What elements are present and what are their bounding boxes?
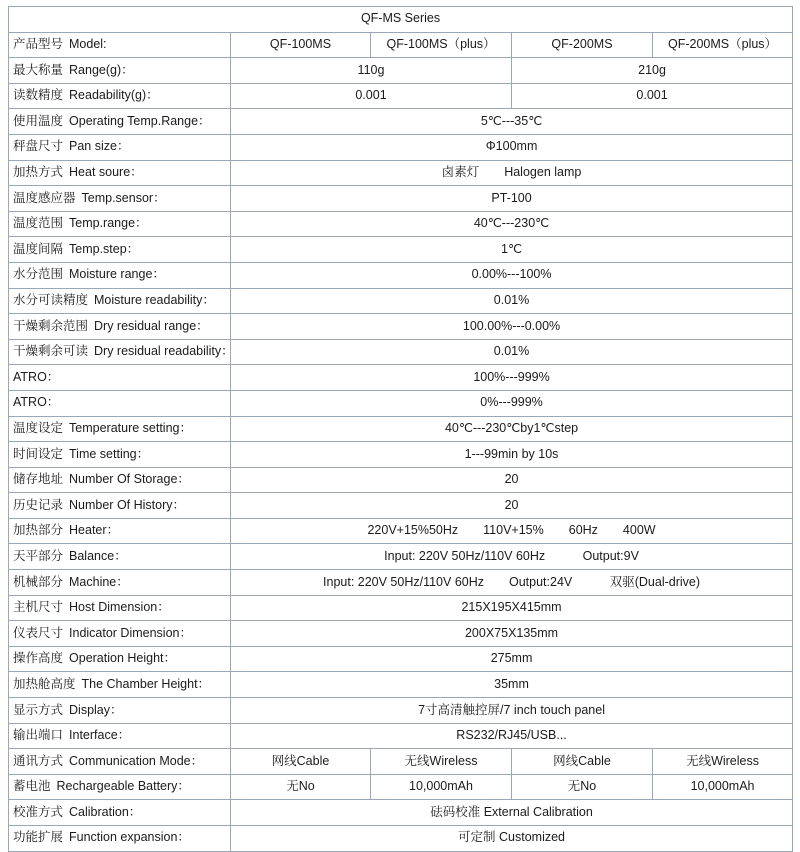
row-value: 40℃---230℃ bbox=[231, 211, 793, 237]
row-label-cn: 干燥剩余可读 bbox=[13, 344, 89, 359]
row-label-en: Rechargeable Battery： bbox=[56, 779, 190, 794]
row-value: 220V+15%50Hz 110V+15% 60Hz 400W bbox=[231, 518, 793, 544]
row-label bbox=[9, 186, 231, 212]
row-label-en: Temp.sensor： bbox=[81, 190, 166, 205]
row-label-cn: 最大称量 bbox=[13, 62, 64, 77]
row-value: 20 bbox=[231, 493, 793, 519]
row-label bbox=[9, 262, 231, 288]
row-label bbox=[9, 570, 231, 596]
row-label-en: Indicator Dimension： bbox=[69, 625, 192, 640]
row-value: 网线Cable bbox=[512, 749, 653, 775]
row-value: 275mm bbox=[231, 646, 793, 672]
table-row bbox=[9, 518, 793, 544]
row-label-cn: 操作高度 bbox=[13, 651, 64, 666]
table-row bbox=[9, 288, 793, 314]
table-row bbox=[9, 32, 793, 58]
row-label bbox=[9, 32, 231, 58]
row-label-en: Operating Temp.Range： bbox=[69, 113, 211, 128]
row-label bbox=[9, 58, 231, 84]
row-label-en: Heat soure： bbox=[69, 165, 143, 180]
table-row bbox=[9, 211, 793, 237]
row-value: QF-200MS bbox=[512, 32, 653, 58]
table-row bbox=[9, 160, 793, 186]
row-label-en: Temp.range： bbox=[69, 216, 148, 231]
row-value: 35mm bbox=[231, 672, 793, 698]
row-label-cn: 校准方式 bbox=[13, 804, 64, 819]
row-label-en: Moisture readability： bbox=[94, 293, 215, 308]
row-value: 200X75X135mm bbox=[231, 621, 793, 647]
row-label bbox=[9, 544, 231, 570]
row-value: 0.01% bbox=[231, 339, 793, 365]
table-row bbox=[9, 58, 793, 84]
row-value: Input: 220V 50Hz/110V 60Hz Output:24V 双驱(Dual-drive) bbox=[231, 570, 793, 596]
row-value: 卤素灯 Halogen lamp bbox=[231, 160, 793, 186]
table-row bbox=[9, 186, 793, 212]
row-label bbox=[9, 518, 231, 544]
row-label bbox=[9, 800, 231, 826]
row-label bbox=[9, 493, 231, 519]
row-label-cn: 水分可读精度 bbox=[13, 293, 89, 308]
table-row bbox=[9, 493, 793, 519]
row-label-en: The Chamber Height： bbox=[81, 676, 211, 691]
row-label-en: Balance： bbox=[69, 548, 127, 563]
row-label-en: Operation Height： bbox=[69, 651, 177, 666]
row-value: 210g bbox=[512, 58, 793, 84]
row-label bbox=[9, 416, 231, 442]
row-value: 0.001 bbox=[231, 83, 512, 109]
table-row bbox=[9, 262, 793, 288]
row-value: PT-100 bbox=[231, 186, 793, 212]
row-label bbox=[9, 723, 231, 749]
row-label-en: Temperature setting： bbox=[69, 420, 192, 435]
row-label bbox=[9, 211, 231, 237]
row-label-en: Pan size： bbox=[69, 139, 130, 154]
row-label bbox=[9, 160, 231, 186]
table-body bbox=[9, 7, 793, 852]
table-title: QF-MS Series bbox=[9, 7, 793, 33]
row-value: 215X195X415mm bbox=[231, 595, 793, 621]
row-value: 无No bbox=[231, 774, 371, 800]
row-value: 无No bbox=[512, 774, 653, 800]
row-label bbox=[9, 237, 231, 263]
table-row bbox=[9, 723, 793, 749]
row-label-cn: 温度设定 bbox=[13, 420, 64, 435]
row-label-en: Dry residual range： bbox=[94, 318, 209, 333]
row-label-cn: 使用温度 bbox=[13, 113, 64, 128]
row-label bbox=[9, 83, 231, 109]
row-value: Φ100mm bbox=[231, 134, 793, 160]
row-label-en: Machine： bbox=[69, 574, 129, 589]
table-row bbox=[9, 646, 793, 672]
row-label bbox=[9, 365, 231, 391]
table-row bbox=[9, 314, 793, 340]
row-value: RS232/RJ45/USB... bbox=[231, 723, 793, 749]
row-label-en: Moisture range： bbox=[69, 267, 165, 282]
row-label-cn: 加热部分 bbox=[13, 523, 64, 538]
table-row bbox=[9, 467, 793, 493]
row-label-en: Heater： bbox=[69, 523, 120, 538]
row-value: 20 bbox=[231, 467, 793, 493]
row-label-cn: 产品型号 bbox=[13, 37, 64, 52]
row-label-cn: 读数精度 bbox=[13, 88, 64, 103]
row-label-en: Readability(g)： bbox=[69, 88, 159, 103]
row-label bbox=[9, 826, 231, 852]
row-label bbox=[9, 698, 231, 724]
row-label-en: Interface： bbox=[69, 728, 131, 743]
row-label-cn: ATRO： bbox=[13, 395, 60, 410]
row-value: 10,000mAh bbox=[653, 774, 793, 800]
row-label-en: Function expansion： bbox=[69, 830, 190, 845]
row-label bbox=[9, 672, 231, 698]
row-label-cn: 历史记录 bbox=[13, 497, 64, 512]
row-label-cn: 温度间隔 bbox=[13, 241, 64, 256]
table-row bbox=[9, 544, 793, 570]
row-label-cn: 仪表尺寸 bbox=[13, 625, 64, 640]
row-value: 0.00%---100% bbox=[231, 262, 793, 288]
row-label-cn: 秤盘尺寸 bbox=[13, 139, 64, 154]
row-label-cn: 机械部分 bbox=[13, 574, 64, 589]
row-label-en: Host Dimension： bbox=[69, 600, 170, 615]
table-row bbox=[9, 698, 793, 724]
row-value: QF-100MS bbox=[231, 32, 371, 58]
row-label-cn: 通讯方式 bbox=[13, 753, 64, 768]
row-label bbox=[9, 134, 231, 160]
table-row bbox=[9, 134, 793, 160]
table-row bbox=[9, 774, 793, 800]
row-value: 无线Wireless bbox=[371, 749, 512, 775]
specification-table bbox=[8, 6, 793, 852]
table-row bbox=[9, 570, 793, 596]
row-value: 110g bbox=[231, 58, 512, 84]
row-value: 0%---999% bbox=[231, 390, 793, 416]
row-label bbox=[9, 595, 231, 621]
row-label-cn: 主机尺寸 bbox=[13, 600, 64, 615]
row-label bbox=[9, 339, 234, 365]
row-value: 网线Cable bbox=[231, 749, 371, 775]
row-label-en: Model: bbox=[69, 37, 107, 52]
row-value: 0.01% bbox=[231, 288, 793, 314]
row-label-cn: 输出端口 bbox=[13, 728, 64, 743]
row-value: 无线Wireless bbox=[653, 749, 793, 775]
row-value: Input: 220V 50Hz/110V 60Hz Output:9V bbox=[231, 544, 793, 570]
row-label bbox=[9, 288, 231, 314]
row-label-cn: 蓄电池 bbox=[13, 779, 51, 794]
row-label bbox=[9, 621, 231, 647]
row-label-cn: 功能扩展 bbox=[13, 830, 64, 845]
row-label bbox=[9, 314, 231, 340]
row-label-en: Range(g)： bbox=[69, 62, 134, 77]
table-row bbox=[9, 800, 793, 826]
row-label bbox=[9, 749, 231, 775]
row-label-cn: 加热舱高度 bbox=[13, 676, 76, 691]
row-label-en: Display： bbox=[69, 702, 123, 717]
table-row bbox=[9, 83, 793, 109]
row-value: 100%---999% bbox=[231, 365, 793, 391]
row-label bbox=[9, 109, 231, 135]
table-row bbox=[9, 621, 793, 647]
row-value: 0.001 bbox=[512, 83, 793, 109]
row-label-cn: 显示方式 bbox=[13, 702, 64, 717]
row-label-cn: ATRO： bbox=[13, 369, 60, 384]
table-row bbox=[9, 109, 793, 135]
table-title-row bbox=[9, 7, 793, 33]
row-value: 5℃---35℃ bbox=[231, 109, 793, 135]
row-value: QF-100MS（plus） bbox=[371, 32, 512, 58]
row-label-cn: 温度感应器 bbox=[13, 190, 76, 205]
table-row bbox=[9, 672, 793, 698]
row-value: 7寸高清触控屏/7 inch touch panel bbox=[231, 698, 793, 724]
table-row bbox=[9, 595, 793, 621]
row-label-en: Number Of History： bbox=[69, 497, 186, 512]
row-label bbox=[9, 442, 231, 468]
row-label-cn: 水分范围 bbox=[13, 267, 64, 282]
row-value: 可定制 Customized bbox=[231, 826, 793, 852]
row-label-en: Communication Mode： bbox=[69, 753, 204, 768]
table-row bbox=[9, 442, 793, 468]
row-label-cn: 温度范围 bbox=[13, 216, 64, 231]
table-row bbox=[9, 749, 793, 775]
row-label-en: Dry residual readability： bbox=[94, 344, 234, 359]
table-row bbox=[9, 416, 793, 442]
row-label-cn: 储存地址 bbox=[13, 472, 64, 487]
row-label-cn: 干燥剩余范围 bbox=[13, 318, 89, 333]
table-row bbox=[9, 390, 793, 416]
row-label-en: Time setting： bbox=[69, 446, 150, 461]
row-value: 1---99min by 10s bbox=[231, 442, 793, 468]
row-label bbox=[9, 774, 231, 800]
row-label bbox=[9, 646, 231, 672]
row-value: 10,000mAh bbox=[371, 774, 512, 800]
row-value: 100.00%---0.00% bbox=[231, 314, 793, 340]
table-row bbox=[9, 237, 793, 263]
row-label-cn: 时间设定 bbox=[13, 446, 64, 461]
row-value: 40℃---230℃by1℃step bbox=[231, 416, 793, 442]
row-label-en: Number Of Storage： bbox=[69, 472, 190, 487]
table-row bbox=[9, 826, 793, 852]
row-label bbox=[9, 467, 231, 493]
row-label bbox=[9, 390, 231, 416]
row-label-cn: 加热方式 bbox=[13, 165, 64, 180]
row-label-cn: 天平部分 bbox=[13, 548, 64, 563]
row-value: 砝码校准 External Calibration bbox=[231, 800, 793, 826]
table-row bbox=[9, 339, 793, 365]
row-label-en: Calibration： bbox=[69, 804, 142, 819]
row-label-en: Temp.step： bbox=[69, 241, 140, 256]
table-row bbox=[9, 365, 793, 391]
row-value: QF-200MS（plus） bbox=[653, 32, 793, 58]
row-value: 1℃ bbox=[231, 237, 793, 263]
